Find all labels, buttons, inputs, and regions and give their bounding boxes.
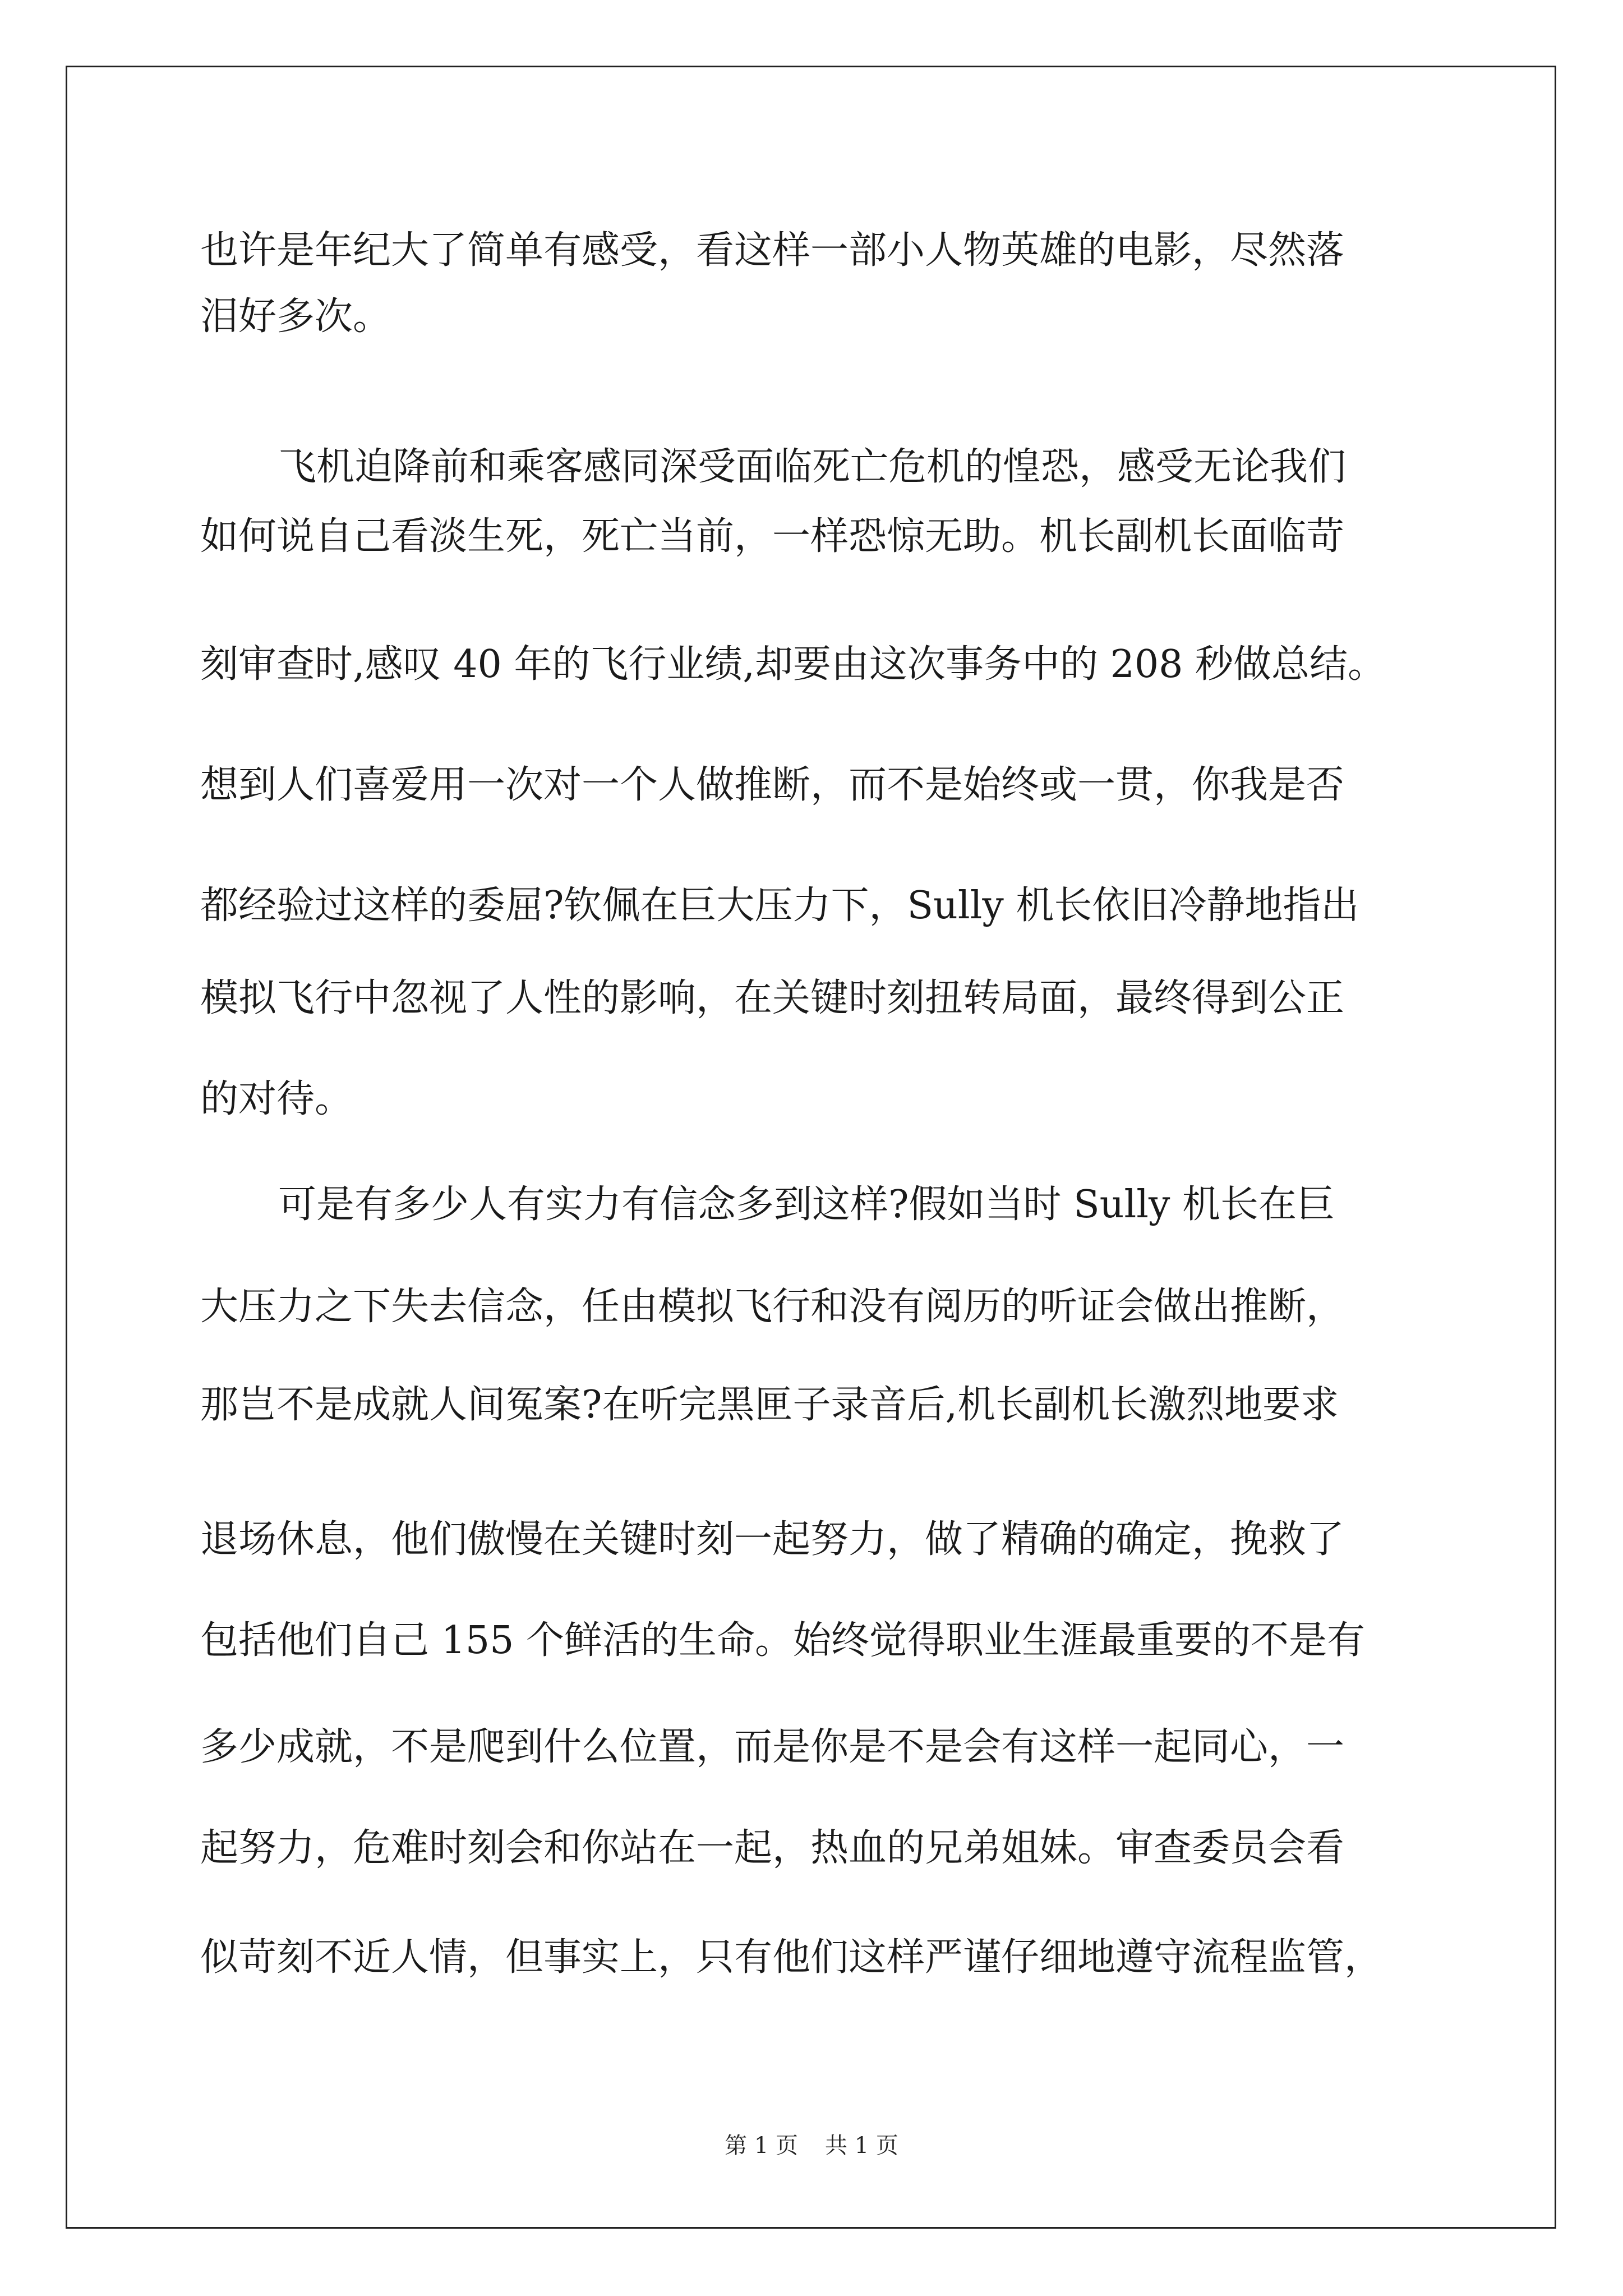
text-line-11: 大压力之下失去信念，任由模拟飞行和没有阅历的听证会做出推断， bbox=[200, 1285, 1345, 1329]
text-line-13: 退场休息，他们傲慢在关键时刻一起努力，做了精确的确定，挽救了 bbox=[200, 1517, 1345, 1562]
text-line-14: 包括他们自己 155 个鲜活的生命。始终觉得职业生涯最重要的不是有 bbox=[200, 1618, 1366, 1663]
text-line-15: 多少成就，不是爬到什么位置，而是你是不是会有这样一起同心，一 bbox=[200, 1725, 1345, 1769]
text-line-16: 起努力，危难时刻会和你站在一起，热血的兄弟姐妹。审查委员会看 bbox=[200, 1826, 1345, 1870]
text-line-3: 飞机迫降前和乘客感同深受面临死亡危机的惶恐，感受无论我们 bbox=[278, 445, 1347, 489]
page-total: 共 1 页 bbox=[825, 2133, 898, 2159]
text-line-12: 那岂不是成就人间冤案?在听完黑匣子录音后,机长副机长激烈地要求 bbox=[200, 1383, 1339, 1427]
text-line-2: 泪好多次。 bbox=[200, 295, 391, 339]
text-line-4: 如何说自己看淡生死，死亡当前，一样恐惊无助。机长副机长面临苛 bbox=[200, 514, 1345, 559]
text-line-10: 可是有多少人有实力有信念多到这样?假如当时 Sully 机长在巨 bbox=[278, 1182, 1335, 1227]
text-line-5: 刻审查时,感叹 40 年的飞行业绩,却要由这次事务中的 208 秒做总结。 bbox=[200, 642, 1386, 687]
text-line-6: 想到人们喜爱用一次对一个人做推断，而不是始终或一贯，你我是否 bbox=[200, 763, 1345, 807]
text-line-9: 的对待。 bbox=[200, 1077, 353, 1121]
page-footer bbox=[0, 2130, 1623, 2161]
text-line-8: 模拟飞行中忽视了人性的影响，在关键时刻扭转局面，最终得到公正 bbox=[200, 976, 1345, 1020]
text-line-7: 都经验过这样的委屈?钦佩在巨大压力下，Sully 机长依旧冷静地指出 bbox=[200, 884, 1359, 928]
text-line-17: 似苛刻不近人情，但事实上，只有他们这样严谨仔细地遵守流程监管， bbox=[200, 1935, 1383, 1980]
page-border bbox=[66, 66, 1556, 2229]
text-line-1: 也许是年纪大了简单有感受，看这样一部小人物英雄的电影，尽然落 bbox=[200, 228, 1345, 273]
page-number: 第 1 页 bbox=[725, 2133, 798, 2159]
